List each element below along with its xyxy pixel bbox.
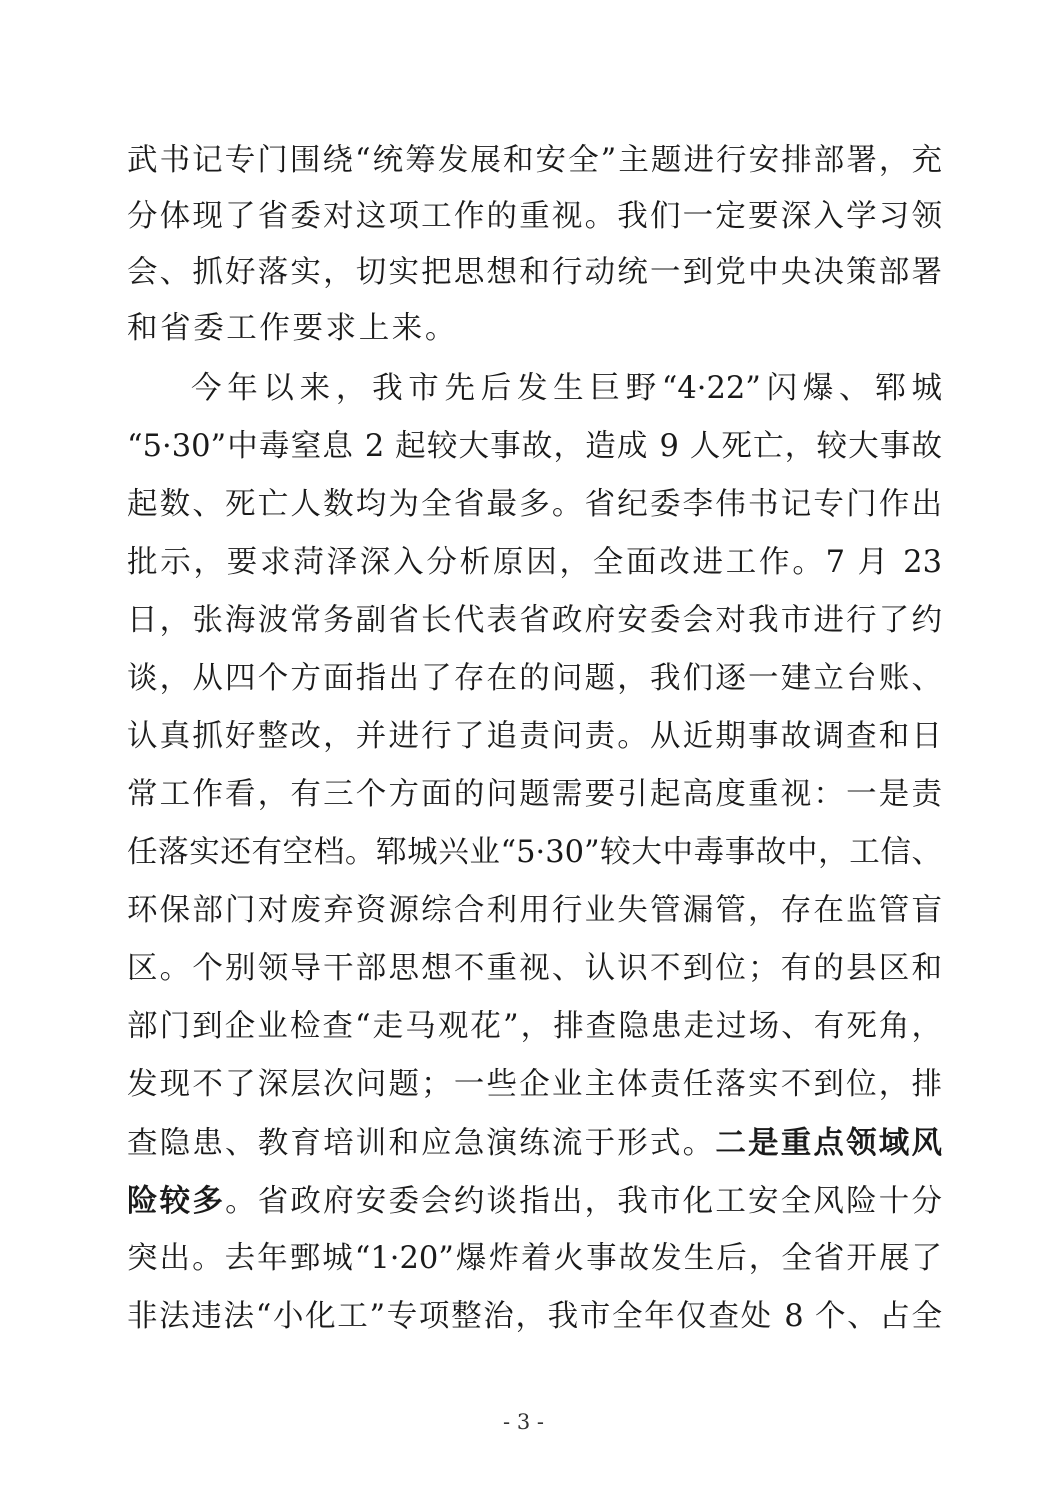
text-line-2: 分体现了省委对这项工作的重视。我们一定要深入学习领 — [127, 199, 942, 234]
text-line-18-normal: 查隐患、教育培训和应急演练流于形式。 — [127, 1126, 716, 1161]
text-line-3: 会、抓好落实，切实把思想和行动统一到党中央决策部署 — [127, 255, 942, 290]
text-line-10: 谈，从四个方面指出了存在的问题，我们逐一建立台账、 — [127, 661, 942, 696]
text-line-9: 日，张海波常务副省长代表省政府安委会对我市进行了约 — [127, 603, 942, 638]
text-line-16: 部门到企业检查“走马观花”，排查隐患走过场、有死角， — [127, 1009, 942, 1044]
text-line-6: “5·30”中毒窒息 2 起较大事故，造成 9 人死亡，较大事故 — [127, 429, 942, 464]
text-line-18 — [127, 1115, 942, 1171]
text-line-8: 批示，要求菏泽深入分析原因，全面改进工作。7 月 23 — [127, 545, 942, 580]
text-line-4: 和省委工作要求上来。 — [127, 311, 458, 346]
text-line-15: 区。个别领导干部思想不重视、认识不到位；有的县区和 — [127, 951, 942, 986]
text-line-14: 环保部门对废弃资源综合利用行业失管漏管，存在监管盲 — [127, 893, 942, 928]
text-line-19-bold: 险较多 — [127, 1183, 226, 1219]
text-line-13: 任落实还有空档。郓城兴业“5·30”较大中毒事故中，工信、 — [127, 835, 942, 870]
text-line-20: 突出。去年鄄城“1·20”爆炸着火事故发生后，全省开展了 — [127, 1241, 942, 1276]
text-line-21: 非法违法“小化工”专项整治，我市全年仅查处 8 个、占全 — [127, 1299, 942, 1334]
text-line-11: 认真抓好整改，并进行了追责问责。从近期事故调查和日 — [127, 719, 942, 754]
page-number: - 3 - — [503, 1410, 544, 1434]
text-line-17: 发现不了深层次问题；一些企业主体责任落实不到位，排 — [127, 1067, 942, 1102]
text-line-18-bold: 二是重点领域风 — [715, 1125, 942, 1161]
text-line-19 — [127, 1173, 942, 1229]
text-line-12: 常工作看，有三个方面的问题需要引起高度重视：一是责 — [127, 777, 942, 812]
text-line-5: 今年以来，我市先后发生巨野“4·22”闪爆、郓城 — [191, 371, 942, 406]
text-line-19-normal: 。省政府安委会约谈指出，我市化工安全风险十分 — [225, 1184, 942, 1219]
text-line-7: 起数、死亡人数均为全省最多。省纪委李伟书记专门作出 — [127, 487, 942, 522]
text-line-1: 武书记专门围绕“统筹发展和安全”主题进行安排部署，充 — [127, 143, 942, 178]
